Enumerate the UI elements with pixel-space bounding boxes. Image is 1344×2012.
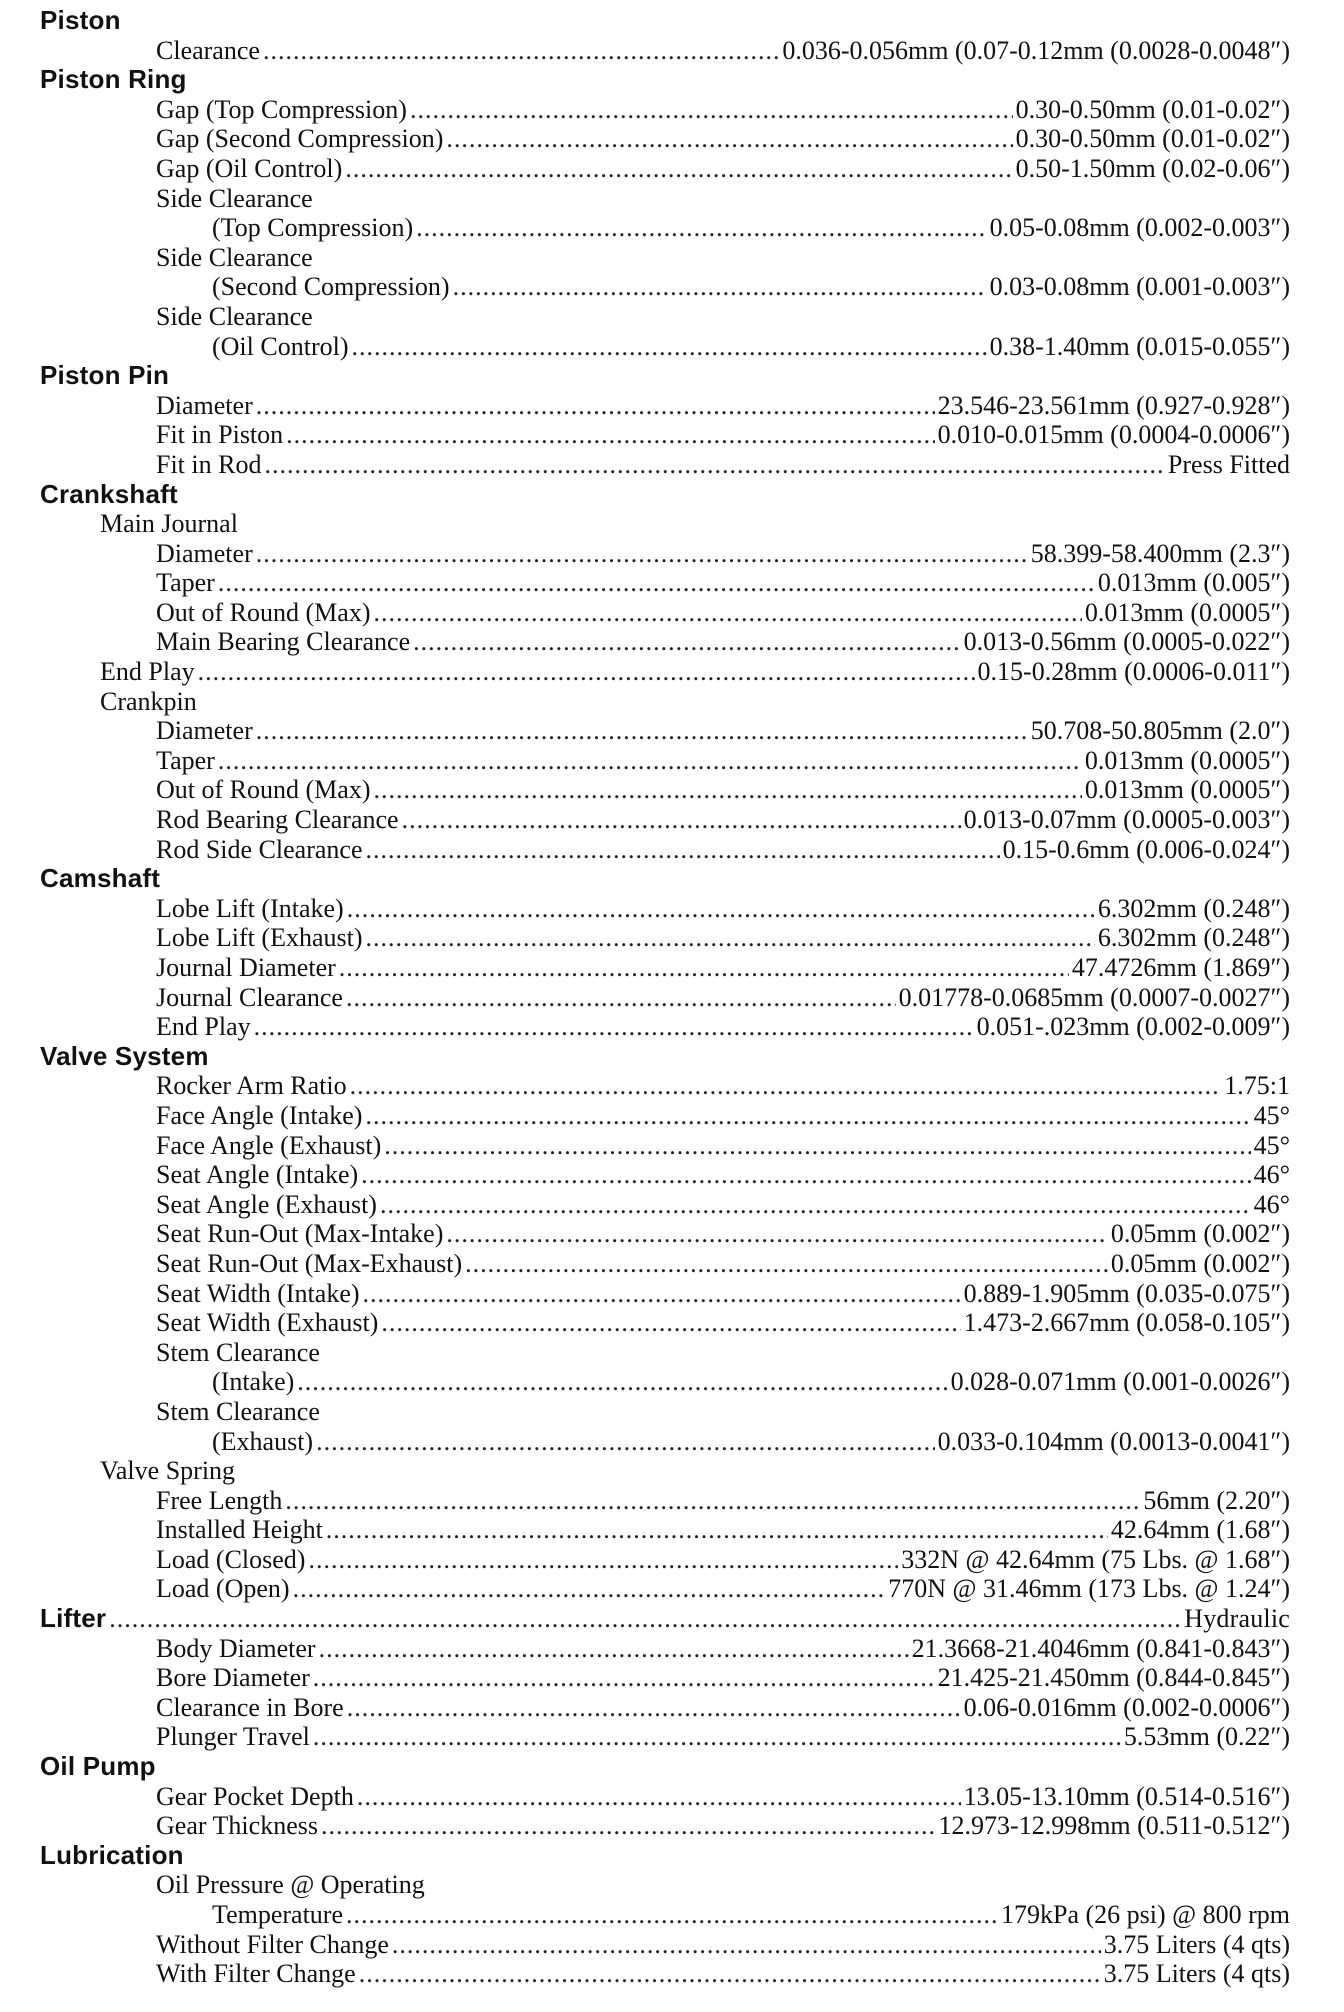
spec-label: Valve Spring [100, 1456, 236, 1486]
spec-label: Seat Width (Exhaust) [156, 1308, 379, 1338]
spec-row [40, 1722, 1290, 1752]
spec-row [40, 835, 1290, 865]
spec-value: 3.75 Liters (4 qts) [1103, 1929, 1290, 1959]
spec-row [40, 1515, 1290, 1545]
spec-row [40, 1012, 1290, 1042]
spec-label: Side Clearance [156, 183, 313, 213]
spec-value: Hydraulic [1184, 1604, 1290, 1634]
spec-label: Stem Clearance [156, 1396, 320, 1426]
spec-label: Face Angle (Intake) [156, 1100, 363, 1130]
spec-label: Crankpin [100, 686, 197, 716]
dot-leader [350, 1071, 1222, 1101]
spec-value: 332N @ 42.64mm (75 Lbs. @ 1.68″) [901, 1544, 1290, 1574]
spec-value: 0.013mm (0.0005″) [1084, 775, 1290, 805]
dot-leader [256, 539, 1028, 569]
dot-leader [218, 568, 1095, 598]
spec-value: 0.50-1.50mm (0.02-0.06″) [1015, 153, 1290, 183]
spec-value: 0.06-0.016mm (0.002-0.0006″) [963, 1692, 1290, 1722]
spec-row [40, 1574, 1290, 1604]
spec-row [40, 1190, 1290, 1220]
spec-label: Fit in Rod [156, 449, 262, 479]
spec-row [40, 657, 1290, 687]
section-title: Piston [40, 5, 121, 35]
section-heading [40, 1042, 1290, 1072]
spec-value: 50.708-50.805mm (2.0″) [1030, 716, 1290, 746]
spec-row [40, 1900, 1290, 1930]
spec-label: Taper [156, 745, 215, 775]
spec-subheading [40, 1456, 1290, 1486]
spec-row [40, 983, 1290, 1013]
dot-leader [316, 1427, 934, 1457]
spec-label: Clearance in Bore [156, 1692, 344, 1722]
dot-leader [109, 1604, 1181, 1634]
dot-leader [392, 1930, 1101, 1960]
spec-row [40, 953, 1290, 983]
dot-leader [263, 36, 779, 66]
spec-label: Installed Height [156, 1515, 323, 1545]
spec-label: Gap (Top Compression) [156, 94, 407, 124]
spec-label: Oil Pressure @ Operating [156, 1870, 425, 1900]
spec-label: With Filter Change [156, 1959, 356, 1989]
spec-subheading [40, 1397, 1290, 1427]
spec-value: 0.889-1.905mm (0.035-0.075″) [963, 1278, 1290, 1308]
spec-value: 1.75:1 [1224, 1071, 1290, 1101]
spec-row [40, 568, 1290, 598]
spec-label: Clearance [156, 35, 260, 65]
dot-leader [361, 1160, 1250, 1190]
spec-label: Load (Closed) [156, 1544, 306, 1574]
dot-leader [453, 272, 987, 302]
section-heading [40, 1604, 1290, 1634]
section-title: Oil Pump [40, 1751, 156, 1782]
spec-label: (Oil Control) [212, 331, 349, 361]
dot-leader [293, 1574, 886, 1604]
spec-value: 0.010-0.015mm (0.0004-0.0006″) [937, 420, 1290, 450]
spec-subheading [40, 184, 1290, 214]
spec-value: 23.546-23.561mm (0.927-0.928″) [937, 390, 1290, 420]
dot-leader [286, 420, 934, 450]
dot-leader [363, 1279, 961, 1309]
spec-row [40, 923, 1290, 953]
spec-value: 5.53mm (0.22″) [1123, 1722, 1290, 1752]
spec-row [40, 95, 1290, 125]
spec-value: 56mm (2.20″) [1143, 1485, 1290, 1515]
dot-leader [198, 657, 975, 687]
spec-subheading [40, 509, 1290, 539]
spec-label: Diameter [156, 716, 253, 746]
dot-leader [345, 154, 1012, 184]
dot-leader [410, 95, 1013, 125]
spec-label: Rod Side Clearance [156, 834, 363, 864]
dot-leader [264, 450, 1164, 480]
section-title: Lubrication [40, 1839, 184, 1870]
spec-row [40, 1131, 1290, 1161]
section-heading [40, 1841, 1290, 1871]
spec-subheading [40, 1870, 1290, 1900]
section-heading [40, 6, 1290, 36]
spec-label: Taper [156, 568, 215, 598]
spec-label: (Exhaust) [212, 1426, 314, 1456]
spec-value: 0.051-.023mm (0.002-0.009″) [976, 1012, 1290, 1042]
dot-leader [465, 1249, 1108, 1279]
spec-row [40, 1959, 1290, 1989]
spec-row [40, 1486, 1290, 1516]
spec-row [40, 1071, 1290, 1101]
spec-row [40, 1545, 1290, 1575]
dot-leader [254, 1012, 974, 1042]
dot-leader [357, 1782, 961, 1812]
spec-label: Side Clearance [156, 242, 313, 272]
spec-row [40, 716, 1290, 746]
spec-value: 0.05-0.08mm (0.002-0.003″) [989, 213, 1290, 243]
spec-value: 0.036-0.056mm (0.07-0.12mm (0.0028-0.0048″) [782, 35, 1290, 65]
spec-row [40, 1930, 1290, 1960]
spec-value: 6.302mm (0.248″) [1097, 893, 1290, 923]
spec-label: Bore Diameter [156, 1663, 310, 1693]
spec-row [40, 775, 1290, 805]
spec-label: Side Clearance [156, 301, 313, 331]
spec-label: End Play [156, 1012, 251, 1042]
spec-row [40, 894, 1290, 924]
dot-leader [366, 835, 1000, 865]
dot-leader [373, 775, 1081, 805]
spec-row [40, 1427, 1290, 1457]
spec-value: 0.38-1.40mm (0.015-0.055″) [989, 331, 1290, 361]
dot-leader [366, 923, 1095, 953]
dot-leader [256, 391, 935, 421]
spec-label: Seat Angle (Intake) [156, 1160, 359, 1190]
spec-row [40, 1219, 1290, 1249]
spec-label: (Intake) [212, 1367, 295, 1397]
dot-leader [346, 983, 896, 1013]
spec-value: 13.05-13.10mm (0.514-0.516″) [963, 1781, 1290, 1811]
dot-leader [218, 746, 1082, 776]
spec-row [40, 598, 1290, 628]
spec-row [40, 805, 1290, 835]
spec-value: 1.473-2.667mm (0.058-0.105″) [963, 1308, 1290, 1338]
spec-label: (Top Compression) [212, 213, 414, 243]
spec-label: Stem Clearance [156, 1337, 320, 1367]
dot-leader [381, 1308, 960, 1338]
section-heading [40, 1752, 1290, 1782]
spec-row [40, 1279, 1290, 1309]
spec-label: Gear Thickness [156, 1811, 318, 1841]
spec-label: Out of Round (Max) [156, 597, 371, 627]
spec-value: 0.15-0.28mm (0.0006-0.011″) [977, 657, 1290, 687]
spec-label: Main Bearing Clearance [156, 627, 411, 657]
spec-label: Plunger Travel [156, 1722, 310, 1752]
dot-leader [446, 124, 1012, 154]
spec-label: Gap (Oil Control) [156, 153, 343, 183]
section-heading [40, 65, 1290, 95]
dot-leader [373, 598, 1081, 628]
spec-value: 0.05mm (0.002″) [1110, 1248, 1290, 1278]
spec-label: Seat Width (Intake) [156, 1278, 360, 1308]
spec-value: 0.30-0.50mm (0.01-0.02″) [1015, 94, 1290, 124]
dot-leader [308, 1545, 898, 1575]
section-title: Piston Pin [40, 360, 170, 391]
spec-row [40, 1308, 1290, 1338]
section-title: Crankshaft [40, 478, 178, 509]
spec-row [40, 36, 1290, 66]
spec-row [40, 1249, 1290, 1279]
spec-row [40, 1663, 1290, 1693]
spec-label: Journal Diameter [156, 953, 336, 982]
section-heading [40, 864, 1290, 894]
spec-value: 770N @ 31.46mm (173 Lbs. @ 1.24″) [888, 1574, 1290, 1604]
spec-value: Press Fitted [1167, 449, 1290, 479]
section-title: Camshaft [40, 863, 161, 894]
dot-leader [346, 1900, 998, 1930]
dot-leader [446, 1219, 1108, 1249]
spec-label: Body Diameter [156, 1633, 316, 1663]
spec-value: 46° [1253, 1189, 1290, 1219]
spec-label: Out of Round (Max) [156, 775, 371, 805]
spec-label: Without Filter Change [156, 1929, 389, 1959]
spec-sheet [40, 6, 1290, 1989]
spec-row [40, 627, 1290, 657]
spec-value: 0.013-0.07mm (0.0005-0.003″) [963, 805, 1290, 835]
spec-row [40, 1811, 1290, 1841]
spec-subheading [40, 243, 1290, 273]
dot-leader [256, 716, 1028, 746]
spec-label: Rocker Arm Ratio [156, 1071, 347, 1101]
spec-label: Load (Open) [156, 1574, 290, 1604]
spec-row [40, 1782, 1290, 1812]
spec-row [40, 213, 1290, 243]
spec-value: 0.013mm (0.0005″) [1084, 745, 1290, 775]
spec-row [40, 420, 1290, 450]
dot-leader [380, 1190, 1251, 1220]
spec-label: Lobe Lift (Intake) [156, 893, 344, 923]
spec-row [40, 124, 1290, 154]
spec-value: 0.028-0.071mm (0.001-0.0026″) [950, 1367, 1290, 1397]
spec-label: Seat Angle (Exhaust) [156, 1189, 377, 1219]
spec-row [40, 450, 1290, 480]
dot-leader [402, 805, 961, 835]
spec-label: Journal Clearance [156, 982, 343, 1012]
spec-value: 0.013-0.56mm (0.0005-0.022″) [963, 627, 1290, 657]
dot-leader [347, 894, 1095, 924]
spec-subheading [40, 302, 1290, 332]
spec-value: 0.033-0.104mm (0.0013-0.0041″) [937, 1426, 1290, 1456]
spec-value: 0.03-0.08mm (0.001-0.003″) [989, 272, 1290, 302]
dot-leader [319, 1634, 909, 1664]
spec-value: 47.4726mm (1.869″) [1071, 953, 1290, 982]
dot-leader [285, 1486, 1140, 1516]
spec-label: Main Journal [100, 509, 238, 539]
spec-value: 58.399-58.400mm (2.3″) [1030, 538, 1290, 568]
dot-leader [352, 332, 987, 362]
dot-leader [326, 1515, 1108, 1545]
section-title: Piston Ring [40, 64, 187, 95]
spec-label: Diameter [156, 538, 253, 568]
dot-leader [413, 627, 960, 657]
dot-leader [313, 1663, 935, 1693]
spec-row [40, 154, 1290, 184]
spec-row [40, 746, 1290, 776]
spec-label: Seat Run-Out (Max-Exhaust) [156, 1248, 463, 1278]
spec-value: 42.64mm (1.68″) [1110, 1515, 1290, 1545]
spec-value: 0.05mm (0.002″) [1110, 1219, 1290, 1249]
section-heading [40, 480, 1290, 510]
spec-row [40, 1367, 1290, 1397]
spec-value: 12.973-12.998mm (0.511-0.512″) [938, 1811, 1290, 1841]
spec-value: 46° [1253, 1160, 1290, 1190]
spec-row [40, 332, 1290, 362]
dot-leader [384, 1131, 1250, 1161]
spec-row [40, 1693, 1290, 1723]
spec-value: 45° [1253, 1130, 1290, 1160]
dot-leader [339, 953, 1069, 983]
spec-row [40, 539, 1290, 569]
dot-leader [365, 1101, 1250, 1131]
spec-label: Temperature [212, 1900, 343, 1929]
spec-value: 6.302mm (0.248″) [1097, 923, 1290, 953]
spec-row [40, 272, 1290, 302]
section-title: Valve System [40, 1040, 209, 1071]
dot-leader [321, 1811, 936, 1841]
spec-value: 179kPa (26 psi) @ 800 rpm [1001, 1900, 1290, 1929]
spec-value: 3.75 Liters (4 qts) [1103, 1959, 1290, 1989]
dot-leader [347, 1693, 961, 1723]
spec-label: Seat Run-Out (Max-Intake) [156, 1219, 444, 1249]
dot-leader [359, 1959, 1101, 1989]
spec-value: 0.01778-0.0685mm (0.0007-0.0027″) [898, 982, 1290, 1012]
dot-leader [313, 1722, 1121, 1752]
spec-label: Rod Bearing Clearance [156, 805, 399, 835]
spec-value: 0.013mm (0.005″) [1097, 568, 1290, 598]
spec-label: Face Angle (Exhaust) [156, 1130, 382, 1160]
spec-value: 0.15-0.6mm (0.006-0.024″) [1002, 834, 1290, 864]
dot-leader [297, 1367, 947, 1397]
spec-label: (Second Compression) [212, 272, 450, 302]
spec-row [40, 1160, 1290, 1190]
spec-label: Gear Pocket Depth [156, 1781, 354, 1811]
spec-row [40, 391, 1290, 421]
spec-row [40, 1101, 1290, 1131]
spec-value: 0.30-0.50mm (0.01-0.02″) [1015, 124, 1290, 154]
spec-value: 21.425-21.450mm (0.844-0.845″) [937, 1663, 1290, 1693]
spec-label: Gap (Second Compression) [156, 124, 444, 154]
spec-label: Lobe Lift (Exhaust) [156, 923, 363, 953]
section-heading [40, 361, 1290, 391]
spec-row [40, 1634, 1290, 1664]
section-title: Lifter [40, 1603, 107, 1634]
spec-label: Fit in Piston [156, 420, 284, 450]
spec-value: 21.3668-21.4046mm (0.841-0.843″) [911, 1633, 1290, 1663]
spec-label: Free Length [156, 1485, 283, 1515]
dot-leader [416, 213, 986, 243]
spec-value: 45° [1253, 1100, 1290, 1130]
spec-value: 0.013mm (0.0005″) [1084, 597, 1290, 627]
spec-label: Diameter [156, 390, 253, 420]
spec-label: End Play [100, 657, 195, 687]
spec-subheading [40, 687, 1290, 717]
spec-subheading [40, 1338, 1290, 1368]
